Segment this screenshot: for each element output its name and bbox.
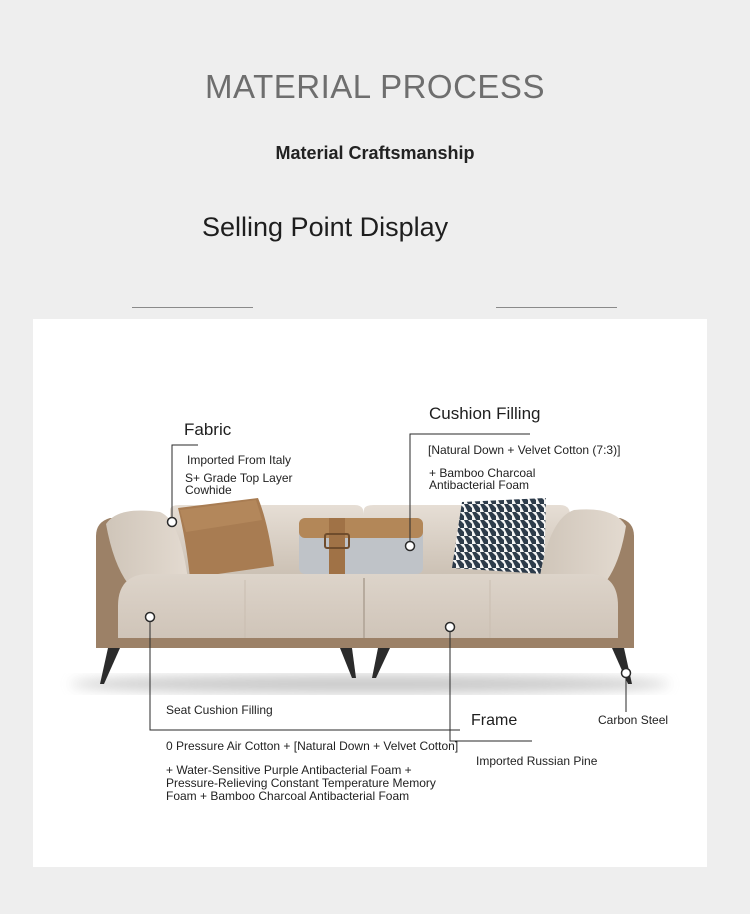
fabric-line-1: Imported From Italy bbox=[187, 453, 292, 467]
sofa-base-trim bbox=[112, 638, 622, 648]
seat-line-3: Pressure-Relieving Constant Temperature Memory bbox=[166, 776, 436, 790]
fabric-line-2a: S+ Grade Top Layer bbox=[185, 471, 293, 485]
cushion-line-2a: + Bamboo Charcoal bbox=[429, 466, 536, 480]
cushion-line-1: [Natural Down + Velvet Cotton (7:3)] bbox=[428, 443, 621, 457]
seat-line-1: 0 Pressure Air Cotton + [Natural Down + Velvet Cotton] bbox=[166, 739, 459, 753]
fabric-marker bbox=[168, 518, 177, 527]
frame-marker bbox=[446, 623, 455, 632]
seat-line-2: + Water-Sensitive Purple Antibacterial Foam + bbox=[166, 763, 412, 777]
seat-cushion-right bbox=[364, 574, 618, 640]
legs-marker bbox=[622, 669, 631, 678]
floor-shadow bbox=[70, 675, 670, 693]
seat-heading: Seat Cushion Filling bbox=[166, 703, 273, 717]
page-subtitle: Material Craftsmanship bbox=[275, 143, 475, 163]
frame-heading: Frame bbox=[471, 712, 518, 729]
cushion-heading: Cushion Filling bbox=[429, 404, 541, 423]
fabric-heading: Fabric bbox=[184, 420, 232, 439]
legs-heading: Carbon Steel bbox=[598, 713, 669, 727]
seat-marker bbox=[146, 613, 155, 622]
section-heading: Selling Point Display bbox=[202, 212, 449, 242]
pillow-houndstooth bbox=[452, 498, 546, 574]
frame-line-1: Imported Russian Pine bbox=[476, 754, 598, 768]
fabric-line-2b: Cowhide bbox=[185, 483, 232, 497]
cushion-line-2b: Antibacterial Foam bbox=[429, 478, 530, 492]
cushion-marker bbox=[406, 542, 415, 551]
seat-cushion-left bbox=[118, 574, 364, 640]
page-title: MATERIAL PROCESS bbox=[205, 68, 545, 105]
seat-line-4: Foam + Bamboo Charcoal Antibacterial Foam bbox=[166, 789, 410, 803]
